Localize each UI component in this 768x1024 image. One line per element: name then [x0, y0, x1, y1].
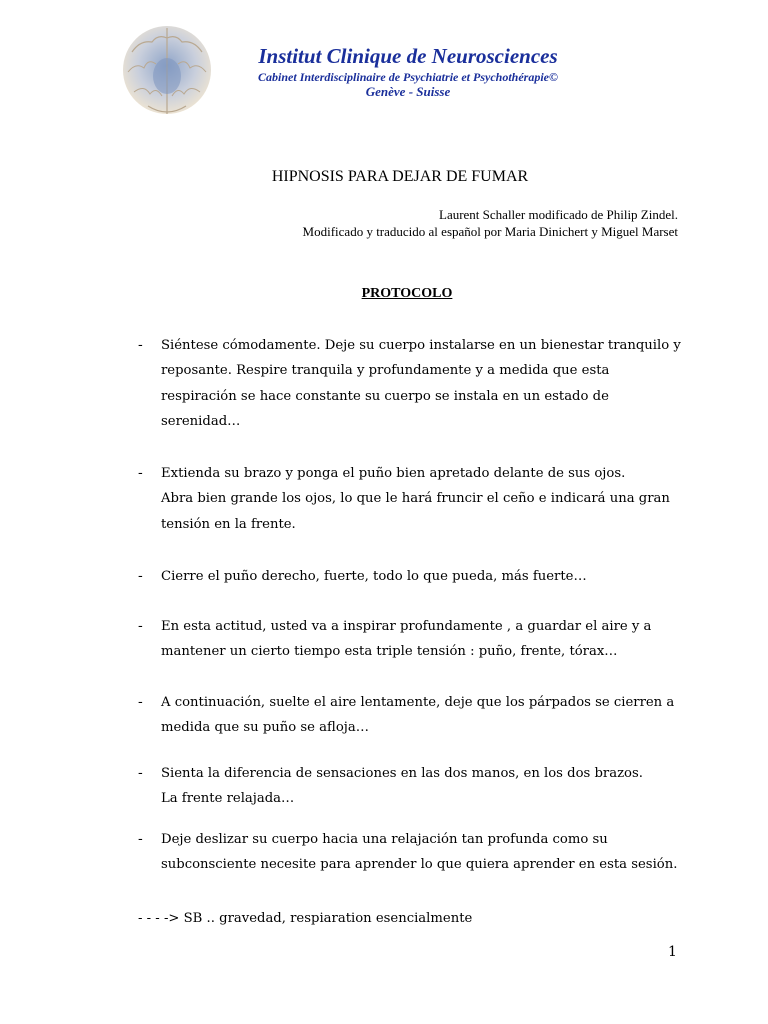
bullet-marker: - [138, 694, 143, 710]
paragraph-line: respiración se hace constante su cuerpo se instala en un estado de [161, 388, 609, 404]
paragraph-line: Siéntese cómodamente. Deje su cuerpo instalarse en un bienestar tranquilo y [161, 338, 681, 353]
page-number: 1 [668, 944, 677, 960]
institution-name: Institut Clinique de Neurosciences [258, 44, 558, 68]
bullet-paragraph [161, 827, 681, 878]
institution-location: Genève - Suisse [365, 84, 451, 99]
paragraph-line: Cierre el puño derecho, fuerte, todo lo que pueda, más fuerte… [161, 569, 587, 584]
bullet-marker: - [138, 765, 143, 781]
bullet-paragraph [161, 564, 681, 589]
author-line-2: Modificado y traducido al español por Maria Dinichert y Miguel Marset [302, 224, 678, 239]
bullet-paragraph [161, 761, 681, 812]
paragraph-line: serenidad… [161, 413, 241, 429]
bullet-marker: - [138, 465, 143, 481]
paragraph-line: La frente relajada… [161, 791, 295, 807]
bullet-marker: - [138, 568, 143, 584]
bullet-paragraph [161, 461, 681, 537]
bullet-paragraph [161, 333, 681, 434]
paragraph-line: Deje deslizar su cuerpo hacia una relajación tan profunda como su [161, 832, 608, 847]
paragraph-line: A continuación, suelte el aire lentamente, deje que los párpados se cierren a [161, 695, 675, 710]
paragraph-line: Abra bien grande los ojos, lo que le hará fruncir el ceño e indicará una gran [161, 491, 670, 507]
paragraph-line: subconsciente necesite para aprender lo que quiera aprender en esta sesión. [161, 857, 678, 873]
document-title: HIPNOSIS PARA DEJAR DE FUMAR [271, 168, 529, 185]
paragraph-line: Extienda su brazo y ponga el puño bien apretado delante de sus ojos. [161, 466, 626, 481]
paragraph-line: tensión en la frente. [161, 516, 296, 532]
bullet-marker: - [138, 831, 143, 847]
footnote-arrow-note: - - - -> SB .. gravedad, respiaration esencialmente [138, 911, 473, 926]
paragraph-line: En esta actitud, usted va a inspirar profundamente , a guardar el aire y a [161, 619, 652, 634]
institution-subtitle: Cabinet Interdisciplinaire de Psychiatrie et Psychothérapie© [258, 70, 558, 84]
section-heading: PROTOCOLO [361, 286, 453, 301]
brain-icon [118, 22, 216, 122]
bullet-paragraph [161, 614, 681, 665]
paragraph-line: Sienta la diferencia de sensaciones en las dos manos, en los dos brazos. [161, 766, 643, 781]
paragraph-line: medida que su puño se afloja… [161, 720, 369, 736]
brain-logo [118, 22, 216, 122]
bullet-marker: - [138, 337, 143, 353]
paragraph-line: mantener un cierto tiempo esta triple tensión : puño, frente, tórax… [161, 644, 618, 660]
bullet-marker: - [138, 618, 143, 634]
paragraph-line: reposante. Respire tranquila y profundamente y a medida que esta [161, 363, 610, 379]
author-line-1: Laurent Schaller modificado de Philip Zindel. [439, 207, 678, 222]
bullet-paragraph [161, 690, 681, 741]
